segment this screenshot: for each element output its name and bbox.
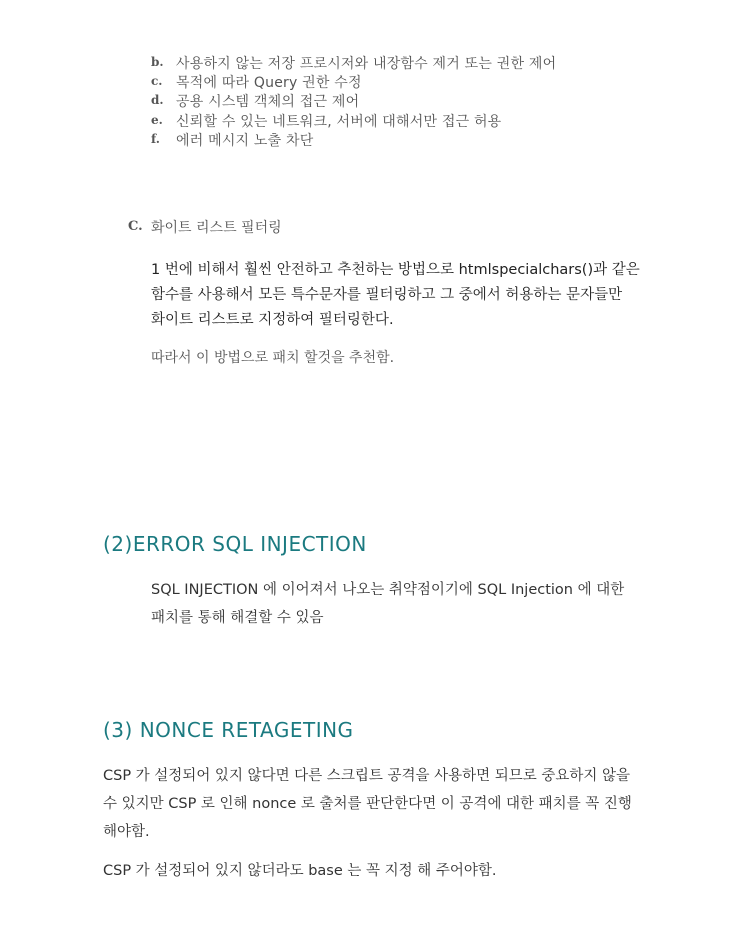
list-item-text: 에러 메시지 노출 차단 (176, 133, 314, 149)
section-c-paragraph (151, 258, 640, 333)
paragraph-line: 패치를 통해 해결할 수 있음 (151, 610, 324, 626)
paragraph-line: SQL INJECTION 에 이어져서 나오는 취약점이기에 SQL Injection 에 대한 (151, 582, 625, 598)
paragraph-line: 해야함. (103, 824, 150, 840)
section-3-last-line: CSP 가 설정되어 있지 않더라도 base 는 꼭 지정 해 주어야함. (103, 863, 497, 879)
section-2-paragraph (151, 576, 624, 632)
list-item-text: 신뢰할 수 있는 네트워크, 서버에 대해서만 접근 허용 (176, 114, 502, 130)
list-marker: c. (151, 74, 163, 88)
section-2-heading: (2)ERROR SQL INJECTION (103, 532, 367, 556)
section-c-note: 따라서 이 방법으로 패치 할것을 추천함. (151, 350, 395, 366)
list-marker: b. (151, 55, 164, 69)
paragraph-line: CSP 가 설정되어 있지 않다면 다른 스크립트 공격을 사용하면 되므로 중요하지 않을 (103, 768, 630, 784)
section-c-marker: C. (128, 219, 143, 234)
list-marker: d. (151, 93, 164, 107)
list-marker: e. (151, 113, 163, 127)
paragraph-line: 수 있지만 CSP 로 인해 nonce 로 출처를 판단한다면 이 공격에 대한 패치를 꼭 진행 (103, 796, 632, 812)
list-marker: f. (151, 132, 160, 146)
paragraph-line: 화이트 리스트로 지정하여 필터링한다. (151, 312, 394, 328)
section-c-title: 화이트 리스트 필터링 (151, 220, 282, 236)
section-3-heading: (3) NONCE RETAGETING (103, 718, 354, 742)
paragraph-line: 함수를 사용해서 모든 특수문자를 필터링하고 그 중에서 허용하는 문자들만 (151, 287, 623, 303)
section-3-paragraph (103, 762, 632, 846)
list-item-text: 사용하지 않는 저장 프로시저와 내장함수 제거 또는 권한 제어 (176, 56, 557, 72)
list-item-text: 공용 시스템 객체의 접근 제어 (176, 94, 360, 110)
paragraph-line: 1 번에 비해서 훨씬 안전하고 추천하는 방법으로 htmlspecialchars()과 같은 (151, 262, 640, 278)
list-item-text: 목적에 따라 Query 권한 수정 (176, 75, 362, 91)
